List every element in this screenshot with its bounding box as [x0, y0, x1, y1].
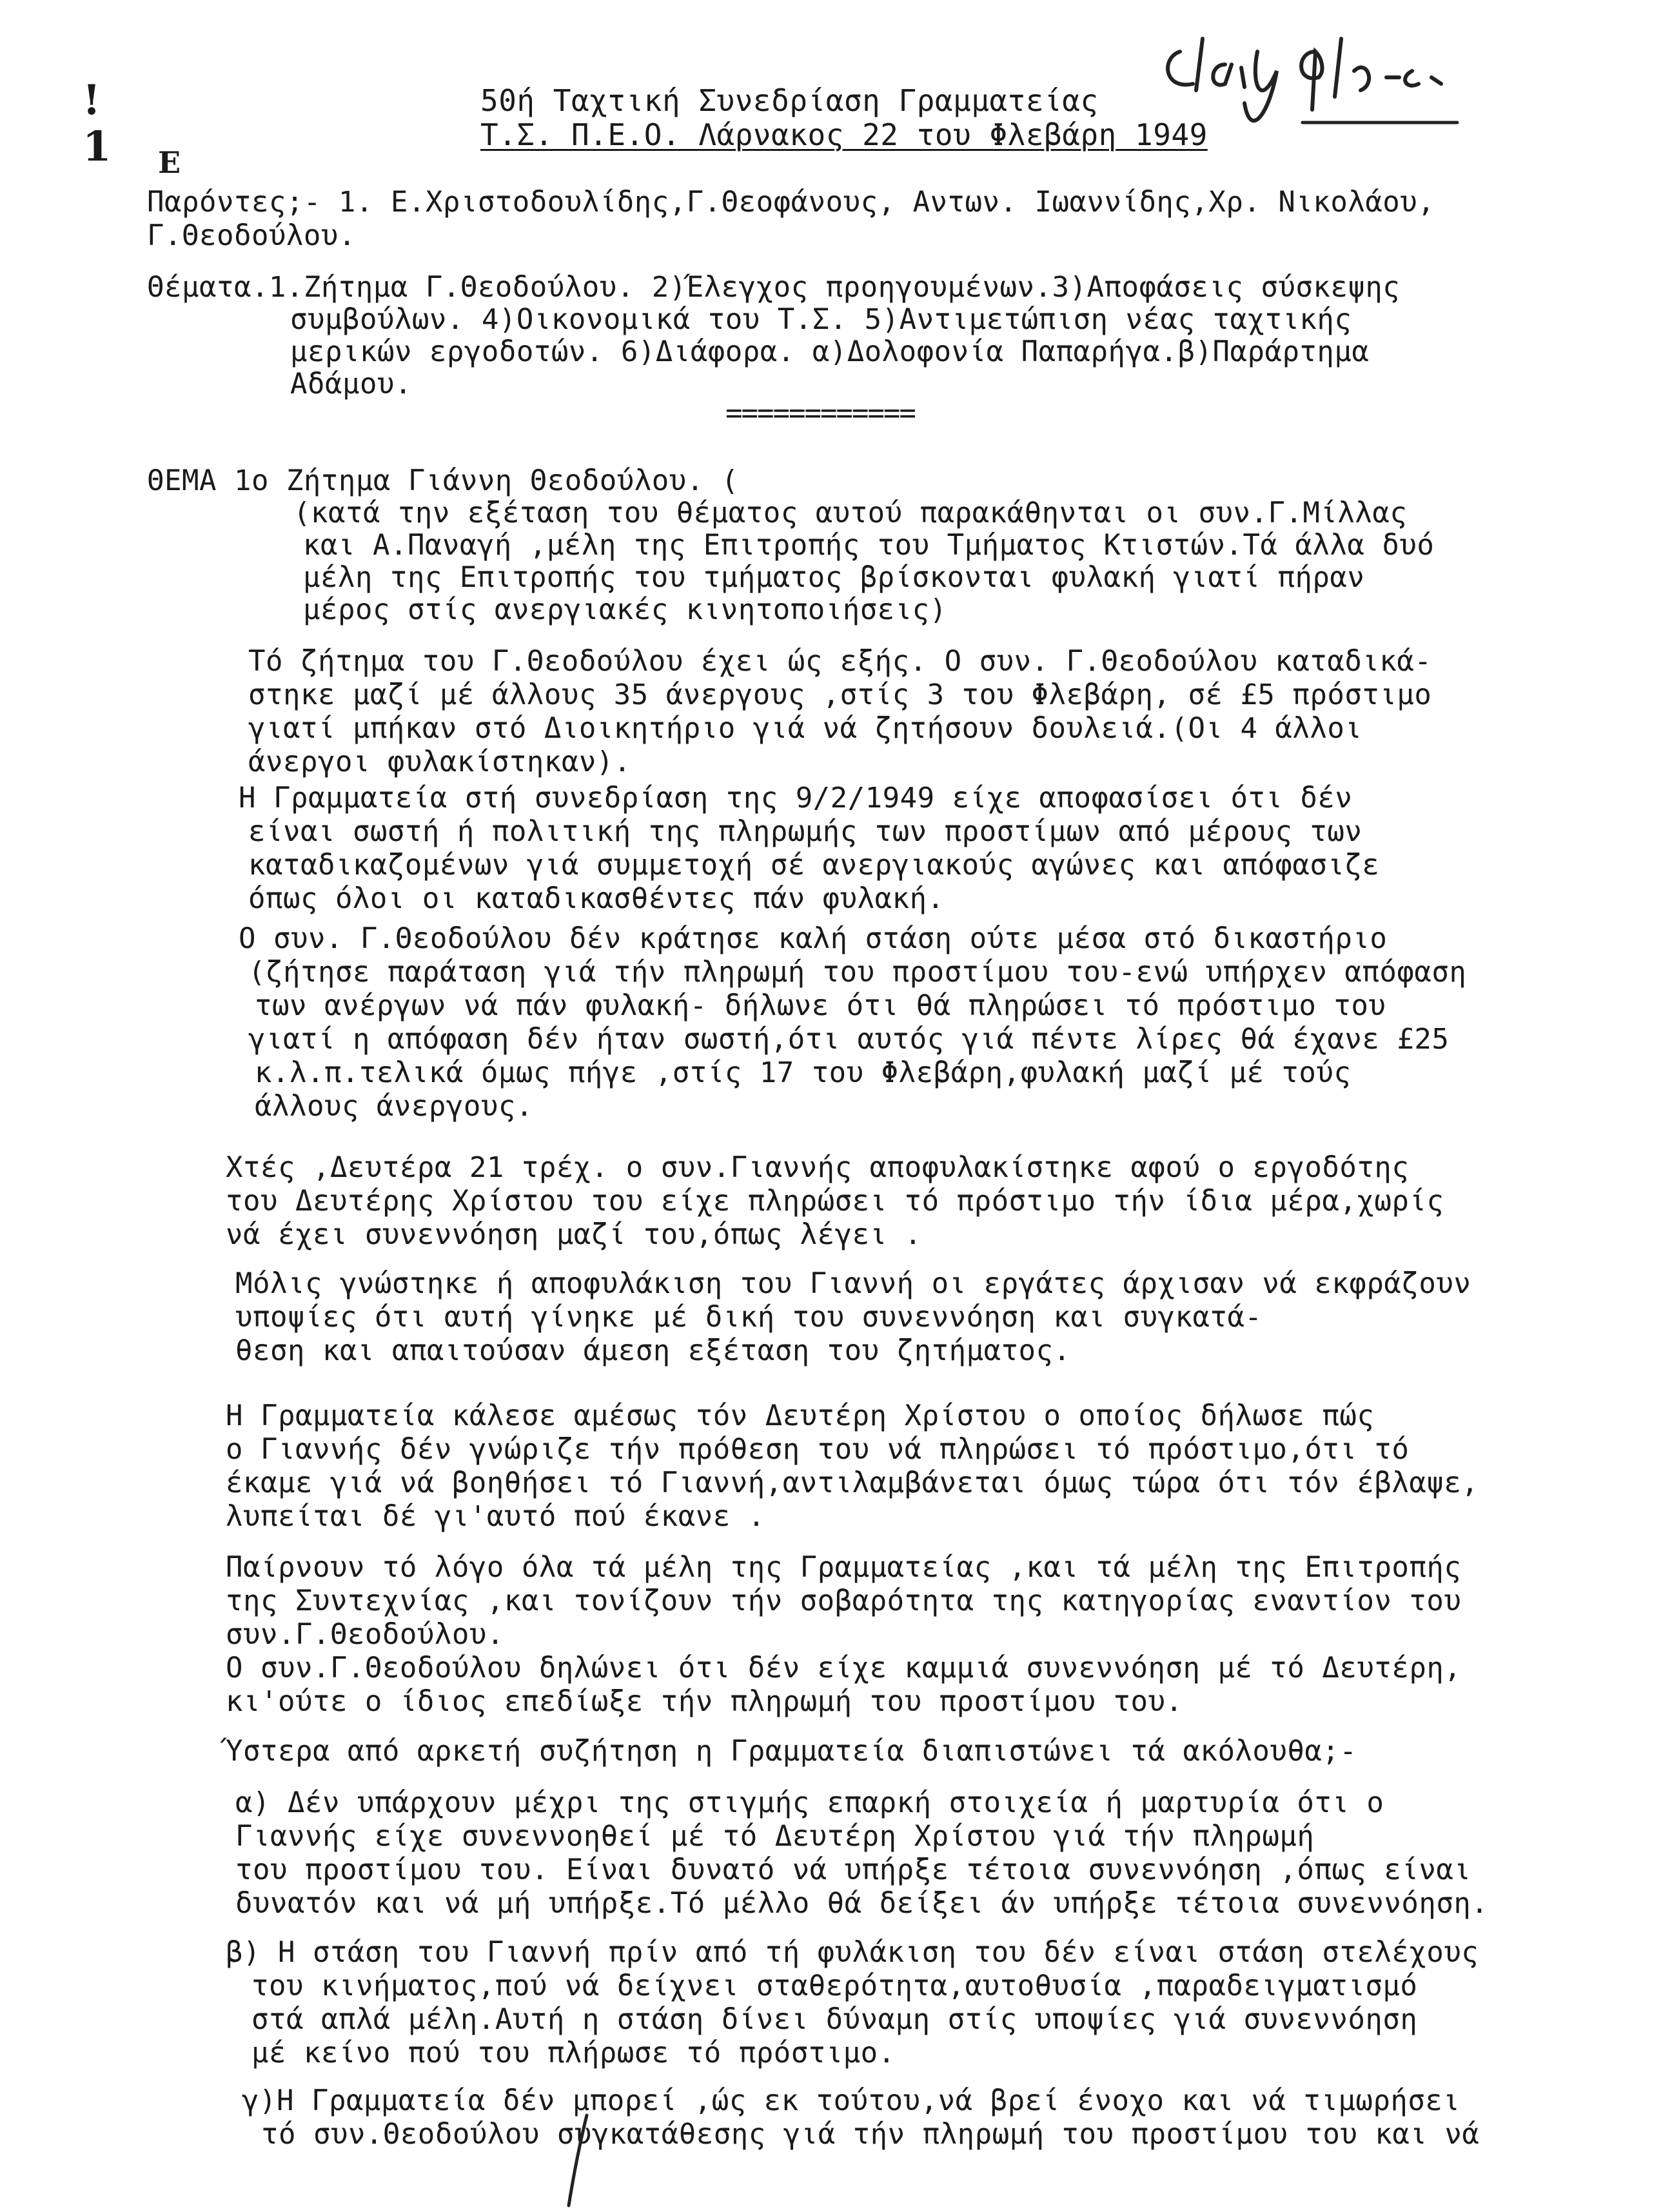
paragraph-3-line-5: κ.λ.π.τελικά όμως πήγε ,στίς 17 του Φλεβάρη,φυλακή μαζί μέ τούς — [255, 1056, 1352, 1089]
paragraph-6-line-2: ο Γιαννής δέν γνώριζε τήν πρόθεση του νά πληρώσει τό πρόστιμο,ότι τό — [226, 1433, 1410, 1466]
note-line-3: μέλη της Επιτροπής του τμήματος βρίσκονται φυλακή γιατί πήραν — [303, 561, 1365, 594]
paragraph-1-line-3: γιατί μπήκαν στό Διοικητήριο γιά νά ζητήσουν δουλειά.(Οι 4 άλλοι — [248, 712, 1362, 745]
agenda-line-4: Αδάμου. — [290, 368, 412, 400]
note-line-4: μέρος στίς ανεργιακές κινητοποιήσεις) — [303, 593, 947, 626]
agenda-line-3: μερικών εργοδοτών. 6)Διάφορα. α)Δολοφονία Παπαρήγα.β)Παράρτημα — [290, 335, 1370, 368]
paragraph-7-line-1: Παίρνουν τό λόγο όλα τά μέλη της Γραμματείας ,και τά μέλη της Επιτροπής — [226, 1551, 1462, 1584]
paragraph-2-line-1: Η Γραμματεία στή συνεδρίαση της 9/2/1949 είχε αποφασίσει ότι δέν — [239, 782, 1353, 815]
paragraph-4-line-2: του Δευτέρης Χρίστου του είχε πληρώσει τό πρόστιμο τήν ίδια μέρα,χωρίς — [226, 1185, 1444, 1218]
attendees-line-1: Παρόντες;- 1. Ε.Χριστοδουλίδης,Γ.Θεοφάνους, Αντων. Ιωαννίδης,Χρ. Νικολάου, — [147, 186, 1435, 219]
margin-mark-number: 1 — [83, 123, 112, 171]
point-c-line-2: τό συν.Θεοδούλου συγκατάθεσης γιά τήν πληρωμή του προστίμου του και νά — [261, 2118, 1480, 2151]
paragraph-3-line-1: Ο συν. Γ.Θεοδούλου δέν κράτησε καλή στάση ούτε μέσα στό δικαστήριο — [239, 922, 1388, 955]
paragraph-1-line-1: Τό ζήτημα του Γ.Θεοδούλου έχει ώς εξής. Ο συν. Γ.Θεοδούλου καταδικά- — [248, 645, 1432, 678]
paragraph-1-line-4: άνεργοι φυλακίστηκαν). — [248, 746, 631, 778]
paragraph-3-line-2: (ζήτησε παράταση γιά τήν πληρωμή του προστίμου του-ενώ υπήρχεν απόφαση — [248, 956, 1467, 989]
agenda-line-1: Θέματα.1.Ζήτημα Γ.Θεοδούλου. 2)Έλεγχος προηγουμένων.3)Αποφάσεις σύσκεψης — [147, 271, 1401, 304]
page-title: 50ή Ταχτική Συνεδρίαση Γραμματείας — [480, 83, 1099, 118]
point-b-line-4: μέ κείνο πού του πλήρωσε τό πρόστιμο. — [251, 2037, 896, 2069]
paragraph-1-line-2: στηκε μαζί μέ άλλους 35 άνεργους ,στίς 3 του Φλεβάρη, σέ £5 πρόστιμο — [248, 678, 1432, 711]
handwritten-annotation — [1154, 13, 1541, 142]
agenda-line-2: συμβούλων. 4)Οικονομικά του Τ.Σ. 5)Αντιμετώπιση νέας ταχτικής — [290, 303, 1352, 336]
paragraph-3-line-3: των ανέργων νά πάν φυλακή- δήλωνε ότι θά πληρώσει τό πρόστιμο του — [255, 989, 1386, 1022]
paragraph-2-line-4: όπως όλοι οι καταδικασθέντες πάν φυλακή. — [248, 882, 945, 915]
paragraph-9-line-1: Ύστερα από αρκετή συζήτηση η Γραμματεία διαπιστώνει τά ακόλουθα;- — [226, 1735, 1357, 1768]
point-b-line-1: β) Η στάση του Γιαννή πρίν από τή φυλάκιση του δέν είναι στάση στελέχους — [226, 1936, 1479, 1969]
paragraph-3-line-4: γιατί η απόφαση δέν ήταν σωστή,ότι αυτός γιά πέντε λίρες θά έχανε £25 — [248, 1023, 1450, 1056]
paragraph-5-line-2: υποψίες ότι αυτή γίνηκε μέ δική του συνεννόηση και συγκατά- — [235, 1301, 1263, 1334]
attendees-line-2: Γ.Θεοδούλου. — [147, 219, 356, 252]
paragraph-8-line-1: Ο συν.Γ.Θεοδούλου δηλώνει ότι δέν είχε καμμιά συνεννόηση μέ τό Δευτέρη, — [226, 1652, 1462, 1684]
point-a-line-2: Γιαννής είχε συνεννοηθεί μέ τό Δευτέρη Χρίστου γιά τήν πληρωμή — [235, 1820, 1315, 1853]
margin-mark-letter: E — [158, 145, 181, 180]
point-b-line-3: στά απλά μέλη.Αυτή η στάση δίνει δύναμη στίς υποψίες γιά συνεννόηση — [251, 2003, 1418, 2036]
point-a-line-4: δυνατόν και νά μή υπήρξε.Τό μέλλο θά δείξει άν υπήρξε τέτοια συνεννόηση. — [235, 1887, 1489, 1920]
paragraph-2-line-2: είναι σωστή ή πολιτική της πληρωμής των προστίμων από μέρους των — [248, 815, 1362, 848]
paragraph-7-line-2: της Συντεχνίας ,και τονίζουν τήν σοβαρότητα της κατηγορίας εναντίον του — [226, 1585, 1462, 1617]
note-line-2: και Α.Παναγή ,μέλη της Επιτροπής του Τμήματος Κτιστών.Τά άλλα δυό — [303, 529, 1435, 562]
paragraph-5-line-3: θεση και απαιτούσαν άμεση εξέταση του ζητήματος. — [235, 1334, 1071, 1367]
point-a-line-1: α) Δέν υπάρχουν μέχρι της στιγμής επαρκή στοιχεία ή μαρτυρία ότι ο — [235, 1786, 1384, 1819]
separator: ============ — [725, 397, 915, 430]
paragraph-2-line-3: καταδικαζομένων γιά συμμετοχή σέ ανεργιακούς αγώνες και απόφασιζε — [248, 849, 1380, 882]
handwritten-stroke — [561, 2109, 600, 2212]
point-c-line-1: γ)Η Γραμματεία δέν μπορεί ,ώς εκ τούτου,νά βρεί ένοχο και νά τιμωρήσει — [242, 2084, 1461, 2117]
page-subtitle: Τ.Σ. Π.Ε.Ο. Λάρνακος 22 του Φλεβάρη 1949 — [480, 117, 1208, 152]
paragraph-8-line-2: κι'ούτε ο ίδιος επεδίωξε τήν πληρωμή του προστίμου του. — [226, 1685, 1183, 1718]
point-a-line-3: του προστίμου του. Είναι δυνατό νά υπήρξε τέτοια συνεννόηση ,όπως είναι — [235, 1853, 1471, 1886]
paragraph-6-line-4: λυπείται δέ γι'αυτό πού έκανε . — [226, 1500, 765, 1533]
point-b-line-2: του κινήματος,πού νά δείχνει σταθερότητα,αυτοθυσία ,παραδειγματισμό — [251, 1970, 1418, 2002]
paragraph-6-line-3: έκαμε γιά νά βοηθήσει τό Γιαννή,αντιλαμβάνεται όμως τώρα ότι τόν έβλαψε, — [226, 1466, 1479, 1499]
topic-heading: ΘΕΜΑ 1ο Ζήτημα Γιάννη Θεοδούλου. ( — [147, 464, 739, 497]
paragraph-4-line-1: Χτές ,Δευτέρα 21 τρέχ. ο συν.Γιαννής αποφυλακίστηκε αφού ο εργοδότης — [226, 1151, 1410, 1184]
paragraph-5-line-1: Μόλις γνώστηκε ή αποφυλάκιση του Γιαννή οι εργάτες άρχισαν νά εκφράζουν — [235, 1267, 1471, 1300]
paragraph-6-line-1: Η Γραμματεία κάλεσε αμέσως τόν Δευτέρη Χρίστου ο οποίος δήλωσε πώς — [226, 1399, 1375, 1432]
margin-mark-exclamation: ! — [83, 76, 101, 124]
note-line-1: (κατά την εξέταση του θέματος αυτού παρακάθηνται οι συν.Γ.Μίλλας — [293, 497, 1408, 529]
paragraph-4-line-3: νά έχει συνεννόηση μαζί του,όπως λέγει . — [226, 1218, 922, 1251]
paragraph-3-line-6: άλλους άνεργους. — [255, 1090, 533, 1123]
paragraph-7-line-3: συν.Γ.Θεοδούλου. — [226, 1618, 504, 1651]
